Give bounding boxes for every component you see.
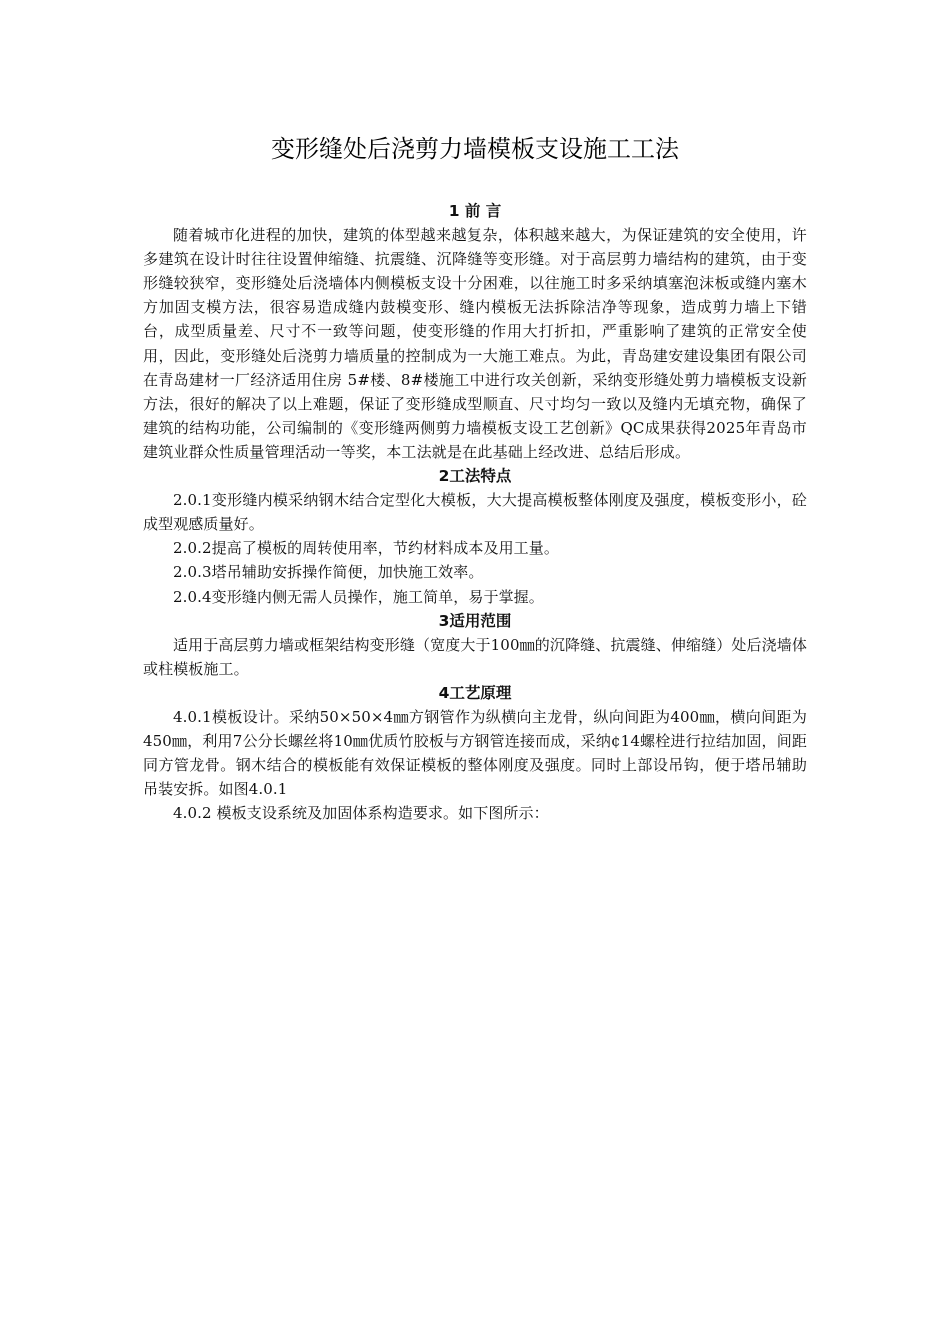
paragraph: 2.0.4变形缝内侧无需人员操作，施工简单，易于掌握。 <box>173 587 544 606</box>
section-heading: 3适用范围 <box>438 611 512 630</box>
paragraph: 随着城市化进程的加快，建筑的体型越来越复杂，体积越来越大，为保证建筑的安全使用，许多建筑在设计时往往设置伸缩缝、抗震缝、沉降缝等变形缝。对于高层剪力墙结构的建筑，由于变形缝较狭窄，变形缝处后浇墙体内侧模板支设十分困难，以往施工时多采纳填塞泡沫板或缝内塞木方加固支模方法，很容易造成缝内鼓模变形、缝内模板无法拆除洁净等现象，造成剪力墙上下错台，成型质量差、尺寸不一致等问题，使变形缝的作用大打折扣，严重影响了建筑的正常安全使用，因此，变形缝处后浇剪力墙质量的控制成为一大施工难点。为此，青岛建安建设集团有限公司在青岛建材一厂经济适用住房 5#楼、8#楼施工中进行攻关创新，采纳变形缝处剪力墙模板支设新方法，很好的解决了以上难题，保证了变形缝成型顺直、尺寸均匀一致以及缝内无填充物，确保了建筑的结构功能，公司编制的《变形缝两侧剪力墙模板支设工艺创新》QC成果获得2025年青岛市建筑业群众性质量管理活动一等奖，本工法就是在此基础上经改进、总结后形成。 <box>143 226 807 461</box>
paragraph: 4.0.1模板设计。采纳50×50×4㎜方钢管作为纵横向主龙骨，纵向间距为400㎜，横向间距为450㎜，利用7公分长螺丝将10㎜优质竹胶板与方钢管连接而成，采纳¢14螺栓进行拉结加固，间距同方管龙骨。钢木结合的模板能有效保证模板的整体刚度及强度。同时上部设吊钩，便于塔吊辅助吊装安拆。如图4.0.1 <box>143 707 807 799</box>
document-body <box>143 199 807 825</box>
paragraph: 2.0.1变形缝内模采纳钢木结合定型化大模板，大大提高模板整体刚度及强度，模板变形小，砼成型观感质量好。 <box>143 491 807 534</box>
paragraph: 4.0.2 模板支设系统及加固体系构造要求。如下图所示： <box>173 804 549 823</box>
section-scope <box>143 609 807 681</box>
document-title: 变形缝处后浇剪力墙模板支设施工工法 <box>271 135 679 163</box>
section-preface <box>143 199 807 464</box>
section-principle <box>143 681 807 826</box>
paragraph: 适用于高层剪力墙或框架结构变形缝（宽度大于100㎜的沉降缝、抗震缝、伸缩缝）处后浇墙体或柱模板施工。 <box>143 635 807 678</box>
section-heading: 1 前 言 <box>448 202 502 220</box>
section-heading: 4工艺原理 <box>438 683 512 702</box>
paragraph: 2.0.3塔吊辅助安拆操作简便，加快施工效率。 <box>173 563 484 582</box>
paragraph: 2.0.2提高了模板的周转使用率，节约材料成本及用工量。 <box>173 539 559 558</box>
section-features <box>143 464 807 609</box>
section-heading: 2工法特点 <box>438 467 512 486</box>
